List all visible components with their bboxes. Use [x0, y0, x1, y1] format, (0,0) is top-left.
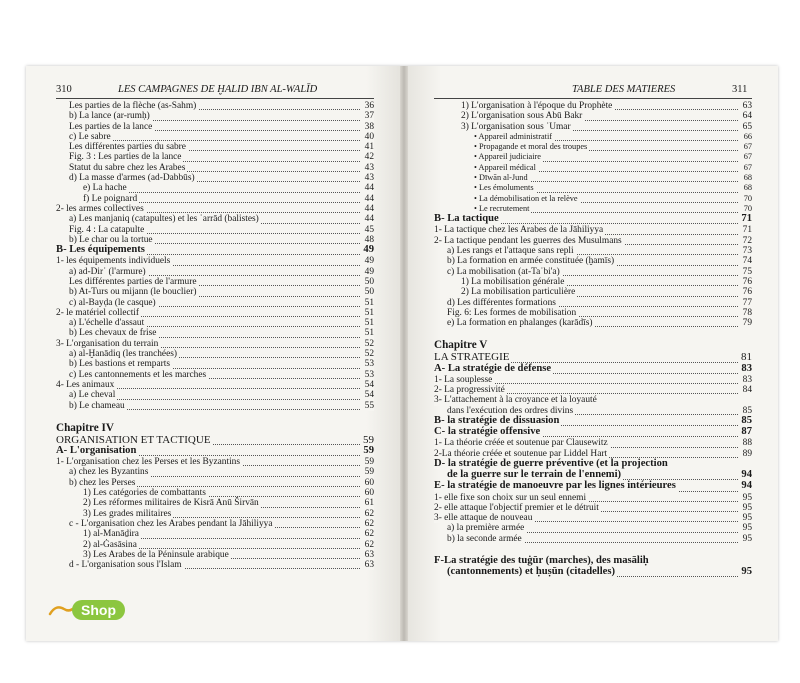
toc-entry [434, 318, 752, 328]
toc-entry-page: 95 [742, 502, 752, 513]
toc-entry [56, 183, 374, 193]
toc-entry-page: 53 [364, 359, 374, 370]
page-number: 310 [56, 84, 72, 95]
toc-entry-title: • Appareil médical [474, 162, 536, 172]
shop-logo-label: Shop [72, 600, 125, 620]
toc-entry-page: 51 [364, 328, 374, 339]
toc-entry-page: 94 [741, 480, 752, 492]
toc-entry-page: 85 [742, 405, 752, 416]
toc-entry-page: 38 [364, 121, 374, 132]
toc-entry [434, 298, 752, 308]
toc-entry-title: dans l'exécution des ordres divins [447, 405, 574, 416]
left-page [26, 66, 404, 641]
toc-entry [434, 395, 752, 405]
toc-entry-title: 2) La mobilisation particulière [461, 287, 576, 298]
toc-entry-title: 2- le matériel collectif [56, 307, 140, 318]
toc-entry-title: 2- La tactique pendant les guerres des Musulmans [434, 235, 622, 246]
toc-entry-title: Les différentes parties de l'armure [69, 276, 197, 287]
toc-entry-title: c) al-Bayḍa (le casque) [69, 297, 156, 308]
toc-entry [434, 493, 752, 503]
toc-entry-title: 2- La progressivité [434, 385, 505, 396]
toc-entry-page: 60 [364, 477, 374, 488]
toc-entry [434, 375, 752, 385]
toc-entry-page: 44 [364, 193, 374, 204]
toc-entry [56, 498, 374, 508]
toc-entry [56, 277, 374, 287]
toc-entry-title: 2) al-Ġasāsina [83, 539, 137, 550]
toc-entry [56, 142, 374, 152]
toc-entry-page: 68 [743, 183, 752, 193]
toc-entry [434, 132, 752, 142]
toc-entry [56, 446, 374, 457]
toc-entry [434, 438, 752, 448]
toc-entry [434, 142, 752, 152]
toc-entry-page: 51 [364, 318, 374, 329]
toc-entry-page: 70 [743, 193, 752, 203]
toc-entry [56, 467, 374, 477]
toc-entry-page: 88 [742, 438, 752, 449]
toc-entry [56, 519, 374, 529]
toc-entry [56, 287, 374, 297]
toc-entry-page: 51 [364, 297, 374, 308]
toc-entry [56, 111, 374, 121]
toc-entry [56, 339, 374, 349]
toc-entry-title: Les différentes parties du sabre [69, 142, 186, 153]
toc-entry-title: a) Le cheval [69, 390, 116, 401]
toc-entry-title: Les parties de la lance [69, 121, 153, 132]
toc-entry-page: 62 [364, 508, 374, 519]
toc-entry [56, 359, 374, 369]
toc-entry-page: 95 [741, 566, 752, 578]
toc-entry [434, 246, 752, 256]
toc-entry-page: 40 [364, 131, 374, 142]
toc-list [434, 101, 752, 578]
toc-entry-page: 59 [363, 444, 374, 456]
toc-entry [56, 256, 374, 266]
toc-entry-title: c) Les cantonnements et les marches [69, 369, 207, 380]
toc-entry-page: 95 [742, 492, 752, 503]
toc-entry-title: F-La stratégie des tuġūr (marches), des masāliḥ [434, 555, 649, 566]
toc-entry [434, 111, 752, 121]
toc-entry [56, 308, 374, 318]
toc-entry-title: A- L'organisation [56, 444, 137, 456]
toc-entry-title: C- la stratégie offensive [434, 426, 541, 438]
toc-entry [56, 245, 374, 256]
toc-entry-title: c - L'organisation chez les Arabes pendant la Jāhiliyya [69, 518, 273, 529]
right-page [404, 66, 778, 641]
toc-entry-page: 89 [742, 448, 752, 459]
toc-entry-title: c) Le sabre [69, 131, 111, 142]
toc-entry-page: 59 [364, 467, 374, 478]
toc-entry [56, 411, 374, 423]
toc-entry [56, 560, 374, 570]
toc-entry-title: 3) Les Arabes de la Péninsule arabique [83, 549, 229, 560]
toc-entry-page: 70 [743, 203, 752, 213]
toc-entry [434, 308, 752, 318]
toc-entry-title: B- la stratégie de dissuasion [434, 414, 560, 426]
toc-entry [56, 214, 374, 224]
toc-entry [434, 256, 752, 266]
toc-entry [434, 183, 752, 193]
toc-entry [434, 352, 752, 363]
toc-entry-page: 64 [742, 111, 752, 122]
toc-entry-page: 73 [742, 246, 752, 257]
toc-entry-title: 4- Les animaux [56, 379, 115, 390]
toc-entry-title: d) La masse d'armes (ad-Dabbūs) [69, 173, 195, 184]
toc-entry [56, 390, 374, 400]
toc-entry-page: 36 [364, 101, 374, 111]
toc-entry [434, 503, 752, 513]
toc-entry-title: ORGANISATION ET TACTIQUE [56, 433, 211, 446]
toc-entry-title: a) al-Ḫanādiq (les tranchées) [69, 349, 178, 360]
toc-entry [56, 380, 374, 390]
toc-entry-title: • Appareil administratif [474, 131, 553, 141]
book-spread [26, 66, 778, 641]
toc-entry-title: b) At-Turs ou mijann (le bouclier) [69, 287, 197, 298]
toc-entry-page: 76 [742, 276, 752, 287]
toc-entry-title: c) La mobilisation (at-Taʿbi'a) [447, 266, 560, 277]
toc-entry [56, 423, 374, 435]
toc-entry-title: Chapitre V [434, 339, 488, 352]
toc-entry-page: 65 [742, 121, 752, 132]
toc-entry-page: 71 [742, 225, 752, 236]
toc-entry-title: • Propagande et moral des troupes [474, 142, 588, 152]
toc-entry [56, 478, 374, 488]
toc-entry [56, 163, 374, 173]
toc-entry-title: b) la seconde armée [447, 533, 522, 544]
toc-entry [56, 509, 374, 519]
toc-entry-title: Statut du sabre chez les Arabes [69, 162, 186, 173]
toc-entry [434, 277, 752, 287]
toc-entry-page: 72 [742, 235, 752, 246]
toc-entry-title: de la guerre sur le terrain de l'ennemi) [447, 469, 622, 481]
toc-entry-title: a) chez les Byzantins [69, 467, 149, 478]
toc-entry-page: 94 [741, 469, 752, 481]
toc-entry-title: A- La stratégie de défense [434, 362, 552, 374]
toc-entry-title: d) Les différentes formations [447, 297, 556, 308]
toc-entry-page: 49 [363, 244, 374, 256]
toc-entry-title: 1) L'organisation à l'époque du Prophète [461, 101, 613, 111]
toc-entry-page: 71 [741, 213, 752, 225]
toc-entry-title: 1- La tactique chez les Arabes de la Jāhiliyya [434, 225, 604, 236]
toc-entry [434, 567, 752, 578]
header-rule [434, 98, 752, 99]
toc-entry-title: 1- L'organisation chez les Perses et les Byzantins [56, 457, 241, 468]
toc-entry [434, 287, 752, 297]
toc-entry [434, 513, 752, 523]
toc-entry [434, 194, 752, 204]
toc-entry [56, 298, 374, 308]
toc-entry-page: 79 [742, 318, 752, 329]
toc-entry-page: 95 [742, 513, 752, 524]
toc-entry-page: 59 [364, 457, 374, 468]
toc-entry-title: 2- elle attaque l'objectif premier et le détruit [434, 502, 599, 513]
toc-entry [56, 122, 374, 132]
book-gutter [400, 66, 408, 641]
toc-entry-title: b) La formation en armée constituée (ḫamīs) [447, 256, 615, 267]
toc-entry-page: 48 [364, 234, 374, 245]
toc-entry-page: 50 [364, 287, 374, 298]
toc-entry-page: 42 [364, 152, 374, 163]
toc-entry [434, 214, 752, 225]
toc-entry-title: e) La formation en phalanges (karādīs) [447, 318, 593, 329]
toc-entry-title: Chapitre IV [56, 421, 114, 434]
toc-entry [434, 122, 752, 132]
toc-entry-page: 51 [364, 307, 374, 318]
toc-entry [434, 236, 752, 246]
toc-entry-page: 63 [742, 101, 752, 111]
toc-entry-title: • Les émoluments [474, 183, 534, 193]
toc-entry-page: 43 [364, 162, 374, 173]
toc-entry-title: b) Les bastions et remparts [69, 359, 171, 370]
toc-entry-title: b) Les chevaux de frise [69, 328, 157, 339]
toc-entry-page: 44 [364, 183, 374, 194]
toc-entry [434, 364, 752, 375]
toc-entry-page: 95 [742, 533, 752, 544]
toc-entry-page: 74 [742, 256, 752, 267]
toc-entry [56, 173, 374, 183]
toc-entry-title: 2- les armes collectives [56, 203, 144, 214]
toc-entry-page: 60 [364, 488, 374, 499]
toc-entry-page: 43 [364, 173, 374, 184]
toc-entry-page: 76 [742, 287, 752, 298]
toc-entry-page: 83 [741, 362, 752, 374]
toc-entry-page: 59 [363, 433, 374, 446]
toc-entry-title: LA STRATEGIE [434, 351, 510, 364]
toc-entry [56, 194, 374, 204]
toc-entry-title: 1) Les catégories de combattants [83, 488, 206, 499]
toc-entry-title: b) Le chameau [69, 400, 125, 411]
toc-entry-title: a) Les rangs et l'attaque sans repli [447, 246, 574, 257]
toc-entry-page: 87 [741, 426, 752, 438]
toc-entry-title: e) La hache [83, 183, 127, 194]
toc-entry-title: b) Le char ou la tortue [69, 234, 153, 245]
toc-entry [434, 101, 752, 111]
toc-entry-page: 63 [364, 560, 374, 571]
toc-entry [434, 523, 752, 533]
toc-entry-title: • La démobilisation et la relève [474, 193, 578, 203]
toc-entry-title: a) L'échelle d'assaut [69, 318, 145, 329]
toc-entry [434, 385, 752, 395]
toc-entry [56, 349, 374, 359]
toc-entry-title: B- La tactique [434, 213, 499, 225]
toc-entry-page: 49 [364, 266, 374, 277]
toc-entry-page: 63 [364, 549, 374, 560]
toc-entry-title: 1) al-Manāḏira [83, 529, 139, 540]
toc-entry-title: B- Les équipements [56, 244, 145, 256]
toc-entry [56, 132, 374, 142]
toc-entry-page: 95 [742, 523, 752, 534]
toc-entry [56, 328, 374, 338]
toc-entry-page: 54 [364, 390, 374, 401]
toc-entry-page: 52 [364, 349, 374, 360]
toc-entry [56, 488, 374, 498]
toc-entry-page: 67 [743, 162, 752, 172]
toc-entry [56, 540, 374, 550]
toc-entry-page: 41 [364, 142, 374, 153]
toc-entry-title: 3- L'attachement à la croyance et la loyauté [434, 395, 597, 406]
toc-entry [56, 152, 374, 162]
toc-entry-title: 3- elle attaque de nouveau [434, 513, 533, 524]
toc-entry-page: 50 [364, 276, 374, 287]
toc-entry-title: b) chez les Perses [69, 477, 136, 488]
toc-entry [434, 173, 752, 183]
toc-entry-page: 37 [364, 111, 374, 122]
toc-entry-title: 2) L'organisation sous Abū Bakr [461, 111, 583, 122]
toc-entry [56, 401, 374, 411]
toc-entry-title: a) Les manjaniq (catapultes) et les ʿarrād (balistes) [69, 214, 259, 225]
toc-entry-page: 81 [741, 351, 752, 364]
toc-entry-page: 54 [364, 379, 374, 390]
toc-entry [56, 267, 374, 277]
toc-entry-title: 1) La mobilisation générale [461, 276, 565, 287]
header-rule [56, 98, 374, 99]
toc-entry-page: 44 [364, 203, 374, 214]
toc-entry [434, 427, 752, 438]
toc-entry-page: 52 [364, 338, 374, 349]
toc-entry-title: 2) Les réformes militaires de Kisrā Anū Širvān [83, 498, 259, 509]
toc-entry-page: 53 [364, 369, 374, 380]
toc-entry-page: 55 [364, 400, 374, 411]
toc-entry-title: 3) Les grades militaires [83, 508, 172, 519]
toc-entry [56, 101, 374, 111]
toc-entry [56, 457, 374, 467]
toc-entry-title: Les parties de la flèche (as-Sahm) [69, 101, 197, 111]
toc-entry-title: • Le recrutement [474, 203, 530, 213]
toc-entry-title: a) ad-Dirʿ (l'armure) [69, 266, 146, 277]
toc-entry-page: 61 [364, 498, 374, 509]
toc-entry-title: f) Le poignard [83, 193, 138, 204]
toc-entry-page: 62 [364, 539, 374, 550]
toc-entry-title: d - L'organisation sous l'Islam [69, 560, 182, 571]
toc-entry-title: 1- La souplesse [434, 374, 493, 385]
toc-entry-page: 77 [742, 297, 752, 308]
toc-entry [434, 481, 752, 492]
toc-entry-title: 1- La théorie créée et soutenue par Clausewitz [434, 438, 608, 449]
toc-entry [434, 152, 752, 162]
toc-entry-page: 67 [743, 152, 752, 162]
running-title: TABLE DES MATIERES [572, 84, 676, 95]
toc-entry-title: a) la première armée [447, 523, 525, 534]
page-number: 311 [732, 84, 748, 95]
toc-entry [56, 529, 374, 539]
toc-entry-title: • Dīwān al-Jund [474, 173, 528, 183]
toc-entry [56, 225, 374, 235]
toc-entry-page: 84 [742, 385, 752, 396]
toc-entry [434, 267, 752, 277]
running-title: LES CAMPAGNES DE ḪALID IBN AL-WALĪD [118, 84, 318, 95]
toc-entry [56, 318, 374, 328]
toc-entry-page: 49 [364, 256, 374, 267]
shop-logo [48, 600, 148, 622]
toc-entry-title: E- la stratégie de manoeuvre par les lignes intérieures [434, 480, 676, 492]
toc-entry-page: 62 [364, 518, 374, 529]
toc-entry-page: 67 [743, 142, 752, 152]
toc-entry [56, 550, 374, 560]
toc-entry-title: Fig. 4 : La catapulte [69, 224, 145, 235]
toc-entry-title: b) La lance (ar-rumḥ) [69, 111, 150, 122]
toc-entry-title: 2-La théorie créée et soutenue par Liddel Hart [434, 448, 608, 459]
toc-list [56, 101, 374, 570]
toc-entry-page: 44 [364, 214, 374, 225]
toc-entry-page: 83 [742, 374, 752, 385]
toc-entry-page: 75 [742, 266, 752, 277]
toc-entry-title: 1- elle fixe son choix sur un seul ennemi [434, 492, 587, 503]
toc-entry [434, 225, 752, 235]
toc-entry-page: 85 [741, 414, 752, 426]
toc-entry-title: 1- les équipements individuels [56, 256, 171, 267]
toc-entry [56, 204, 374, 214]
toc-entry-title: (cantonnements) et ḥuṣūn (citadelles) [447, 566, 616, 578]
toc-entry-page: 78 [742, 307, 752, 318]
toc-entry-page: 66 [743, 131, 752, 141]
toc-entry-title: Fig. 3 : Les parties de la lance [69, 152, 182, 163]
toc-entry-page: 45 [364, 224, 374, 235]
toc-entry-page: 62 [364, 529, 374, 540]
toc-entry-title: • Appareil judiciaire [474, 152, 541, 162]
toc-entry [434, 534, 752, 544]
toc-entry-title: 3) L'organisation sous ʿUmar [461, 121, 571, 132]
toc-entry [434, 163, 752, 173]
toc-entry-title: D- la stratégie de guerre préventive (et la projection [434, 457, 668, 469]
toc-entry-title: 3- L'organisation du terrain [56, 338, 159, 349]
toc-entry [56, 370, 374, 380]
toc-entry-page: 68 [743, 173, 752, 183]
toc-entry-title: Fig. 6: Les formes de mobilisation [447, 307, 577, 318]
